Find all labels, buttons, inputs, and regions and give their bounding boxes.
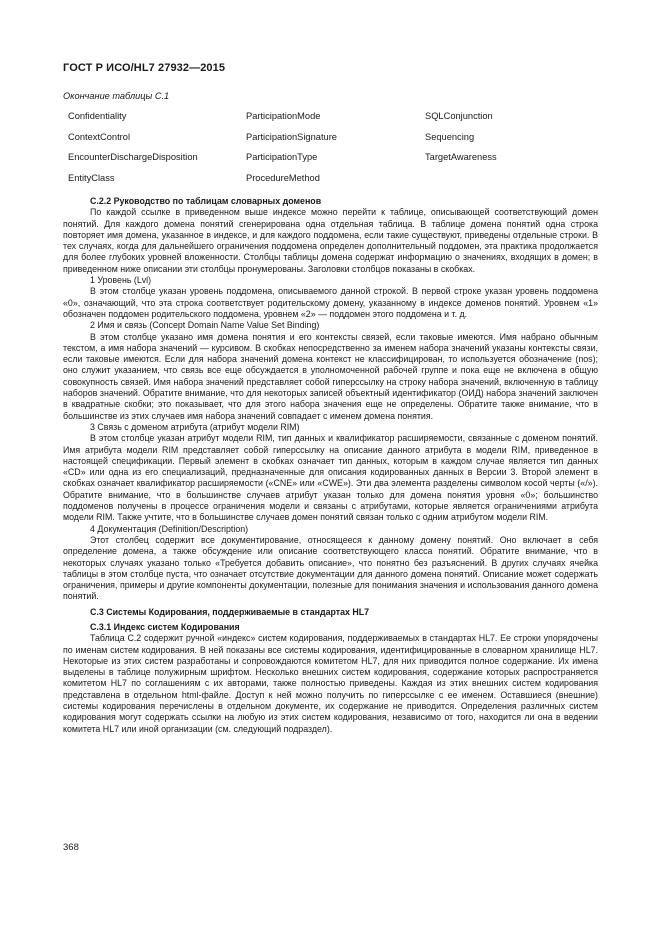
page-number: 368: [63, 842, 79, 853]
table-row: [68, 152, 608, 173]
table-cell: Confidentiality: [68, 111, 127, 121]
table-cell: EncounterDischargeDisposition: [68, 152, 198, 162]
paragraph: По каждой ссылке в приведенном выше индексе можно перейти к таблице, описывающей соответствующий домен понятий. Для каждого домена понятий сгенерирована одна отдельная таблица. В таблице домена понятий одна строка повторяет имя домена, указанное в индексе, и для каждого поддомена, если такие существуют, приведены отдельные строки. В тех случаях, когда для дальнейшего ограничения поддомена определен дополнительный поддомен, эта практика продолжается для более глубоких уровней вложенности. Столбцы таблицы домена содержат информацию о значениях, входящих в домен; в приведенном ниже описании эти столбцы пронумерованы. Заголовки столбцов показаны в скобках.: [63, 207, 598, 274]
table-cell: ProcedureMethod: [246, 172, 320, 183]
table-cell: EntityClass: [68, 172, 115, 183]
section-heading: С.2.2 Руководство по таблицам словарных доменов: [90, 196, 322, 206]
list-label: 2 Имя и связь (Concept Domain Name Value Set Binding): [90, 320, 320, 331]
table-row: [68, 111, 608, 132]
paragraph: Этот столбец содержит все документирование, относящееся к данному домену понятий. Оно включает в себя определение домена, а также обсуждение или описание соответствующего класса понятий. Обратите внимание, что в некоторых случаях указано только «Требуется добавить описание», что понятно без разъяснений. В других случаях ячейка таблицы в этом столбце пуста, что означает отсутствие документации для данного домена понятий. Описание может содержать ограничения, примеры и другие компоненты документации, полезные для понимания значения и использования данного домена понятий.: [63, 534, 598, 602]
list-label: 4 Документация (Definition/Description): [90, 523, 249, 534]
table-cell: ParticipationSignature: [246, 131, 337, 142]
list-label: 3 Связь с доменом атрибута (атрибут модели RIM): [90, 421, 300, 432]
section-heading: С.3 Системы Кодирования, поддерживаемые в стандартах HL7: [90, 606, 370, 617]
paragraph: В этом столбце указан уровень поддомена, описываемого данной строкой. В первой строке указан уровень поддомена «0», означающий, что эта строка соответствует родительскому домену, указанному в индексе доменов понятий. Уровнем «1» обозначен поддомен родительского поддомена, уровнем «2» — поддомен этого поддомена и т. д.: [63, 286, 598, 319]
paragraph: В этом столбце указан атрибут модели RIM, тип данных и квалификатор расширяемости, связанные с доменом понятий. Имя атрибута модели RIM представляет собой гиперссылку на описание данного атрибута в модели RIM, приведенное в настоящей спецификации. Первый элемент в скобках означает тип данных, которым в каждом случае является тип данных «CD» или одна из его специализаций, предназначенные для описания кодированных данных в Версии 3. Второй элемент в скобках означает квалификатор расширяемости («CNE» или «CWE»). Эти два элемента разделены символом косой черты («/»). Обратите внимание, что в большинстве случаев атрибут указан только для домена понятия уровня «0»; большинство поддоменов получены в процессе ограничения модели и связаны с атрибутами, которые является ограничениями атрибута модели RIM. Также учтите, что в большинстве случаев домен понятий связан только с одним атрибутом модели RIM.: [63, 433, 598, 523]
table-cell: TargetAwareness: [425, 152, 497, 162]
table-cell: ContextControl: [68, 131, 131, 142]
table-cell: Sequencing: [425, 131, 475, 142]
paragraph: Таблица С.2 содержит ручной «индекс» систем кодирования, поддерживаемых в стандартах HL7. Ее строки упорядочены по именам систем кодирования. В ней показаны все системы кодирования, идентифицированные в словарном хранилище HL7. Некоторые из этих систем разработаны и сопровождаются комитетом HL7, для них приводится полное содержание. Их имена выделены в таблице полужирным шрифтом. Несколько внешних систем кодирования, содержание которых распространяется комитетом HL7 по соглашениям с их авторами, также полностью приведены. Каждая из этих внешних систем кодирования представлена в отдельном html-файле. Доступ к ней можно получить по гиперссылке с ее именем. Оставшиеся (внешние) системы кодирования перечислены в отдельном документе, их содержание не приводится. Определения различных систем кодирования могут содержать ссылки на любую из этих систем кодирования, независимо от того, находится ли она в ведении комитета HL7 или иной организации (см. следующий подраздел).: [63, 633, 598, 734]
list-label: 1 Уровень (Lvl): [90, 275, 152, 286]
paragraph: В этом столбце указано имя домена понятия и его контексты связей, если таковые имеются. Имя набрано обычным текстом, а имя набора значений — курсивом. В скобках непосредственно за именем набора значений указаны контексты связи, если таковые имеются. Если для набора значений домена контекст не классифицирован, то используется обозначение (nos); оно служит указанием, что связь все еще обсуждается в уполномоченной рабочей группе и пока еще не включена в общую совокупность связей. Имя набора значений представляет собой гиперссылку на строку набора значений, включенную в таблицу наборов значений. Обратите внимание, что для некоторых записей объектный идентификатор (ОИД) набора значений заключен в квадратные скобки; это показывает, что для этого набора значения еще не определены. Обратите также внимание, что в большинстве из этих случаев имя набора значений совпадает с именем домена понятия.: [63, 331, 598, 421]
subsection-heading: С.3.1 Индекс систем Кодирования: [90, 621, 240, 632]
table-caption: Окончание таблицы С.1: [63, 91, 170, 101]
document-body: [63, 196, 598, 735]
document-header: ГОСТ Р ИСО/HL7 27932—2015: [63, 62, 226, 74]
table-row: [68, 173, 608, 194]
table-row: [68, 132, 608, 153]
table-cell: ParticipationMode: [246, 111, 321, 121]
table-cell: ParticipationType: [246, 152, 318, 162]
concept-domain-table: [68, 111, 608, 193]
table-cell: SQLConjunction: [425, 111, 493, 121]
